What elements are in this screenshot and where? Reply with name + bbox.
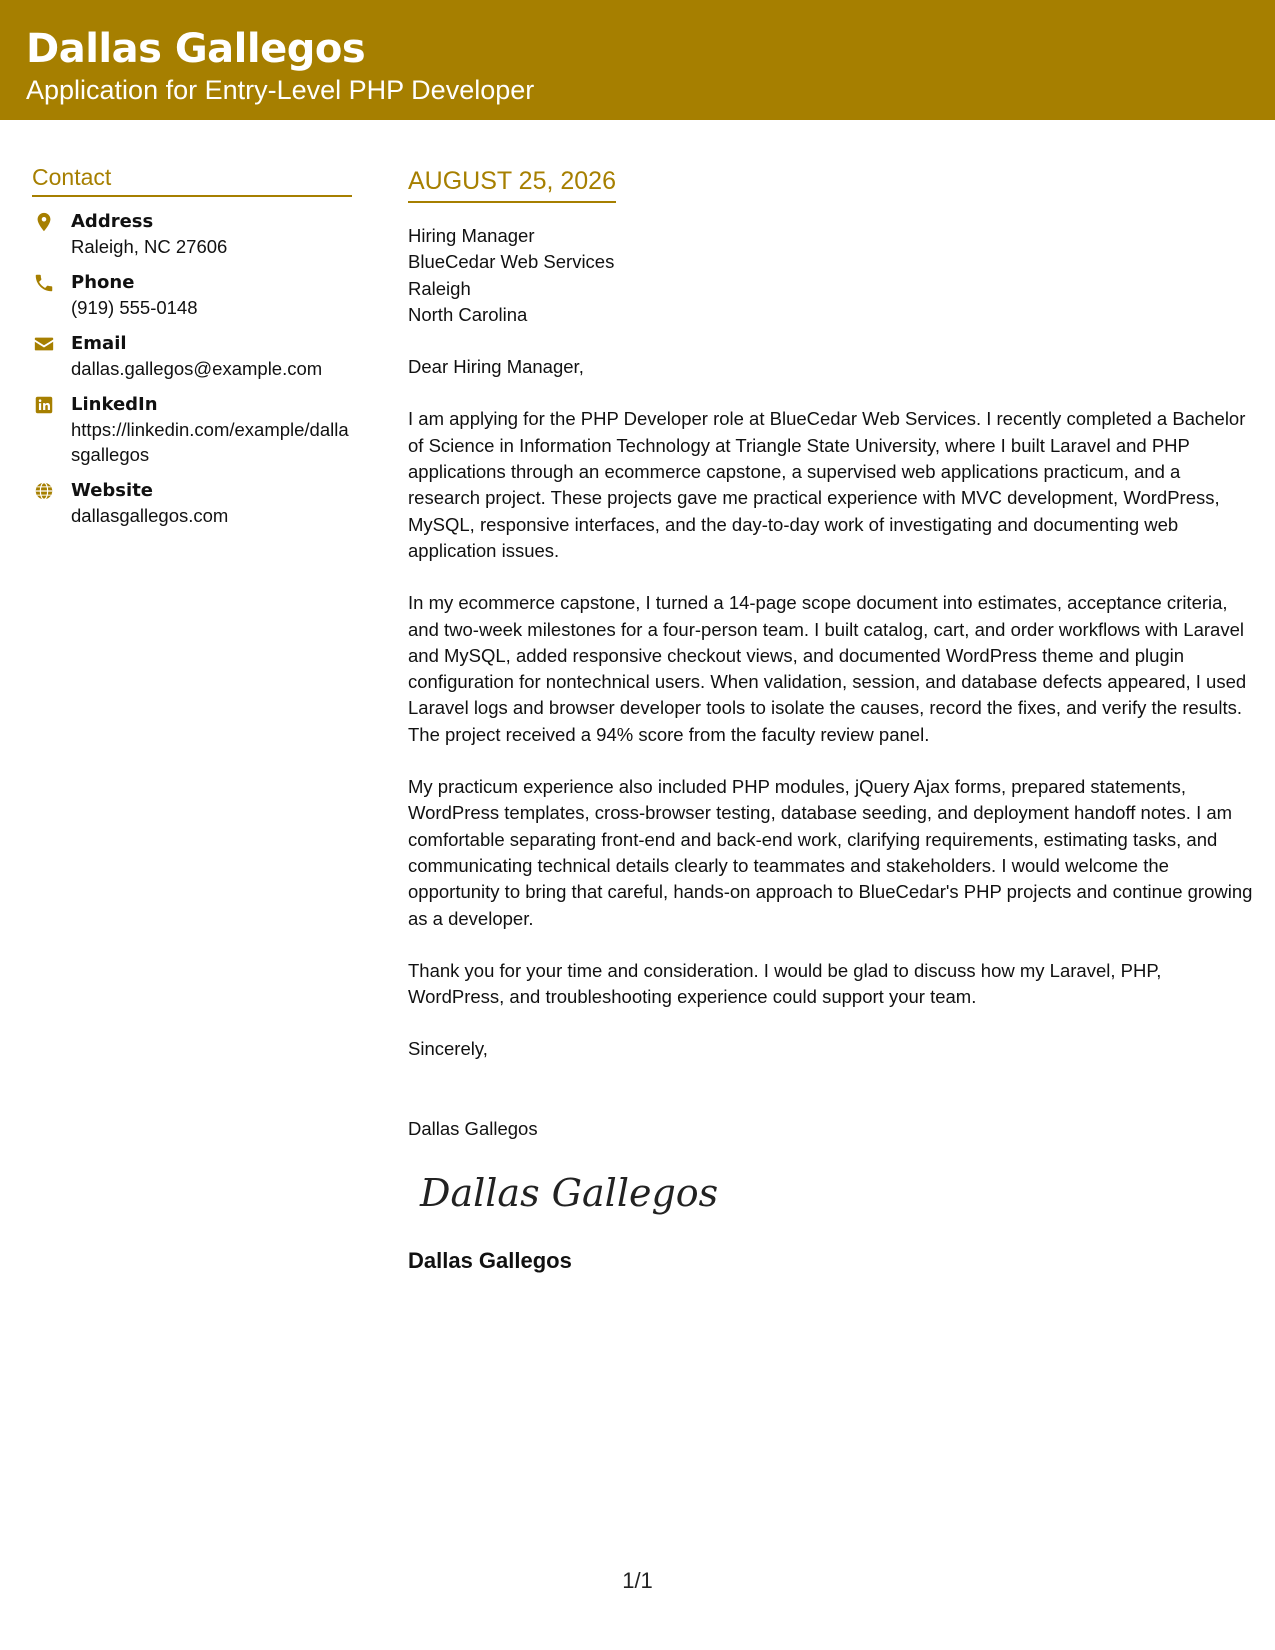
recipient-state: North Carolina bbox=[408, 303, 528, 325]
letter-body bbox=[408, 165, 1253, 1276]
recipient-title: Hiring Manager bbox=[408, 225, 535, 246]
contact-email bbox=[32, 331, 352, 381]
applicant-name: Dallas Gallegos bbox=[26, 26, 366, 72]
globe-icon bbox=[33, 480, 55, 502]
location-pin-icon bbox=[33, 211, 55, 233]
linkedin-icon bbox=[33, 394, 55, 416]
typed-name: Dallas Gallegos bbox=[408, 1117, 538, 1139]
contact-linkedin bbox=[32, 392, 352, 467]
website-value[interactable]: dallasgallegos.com bbox=[71, 505, 229, 526]
linkedin-value[interactable]: https://linkedin.com/example/dallasgallegos bbox=[71, 419, 349, 465]
contact-phone bbox=[32, 270, 352, 320]
address-label: Address bbox=[71, 211, 154, 232]
body-paragraph: Thank you for your time and consideration. I would be glad to discuss how my Laravel, PHP, WordPress, and troubleshooting experience could support your team. bbox=[408, 959, 1162, 1008]
envelope-icon bbox=[33, 333, 55, 355]
signature bbox=[418, 1164, 719, 1224]
phone-icon bbox=[33, 272, 55, 294]
contact-address bbox=[32, 209, 352, 259]
address-value: Raleigh, NC 27606 bbox=[71, 236, 228, 257]
contact-sidebar bbox=[32, 162, 352, 539]
application-subtitle: Application for Entry-Level PHP Developer bbox=[26, 75, 535, 105]
letter-header bbox=[0, 0, 1275, 120]
signatory-name: Dallas Gallegos bbox=[408, 1248, 572, 1274]
recipient-company: BlueCedar Web Services bbox=[408, 251, 615, 273]
phone-label: Phone bbox=[71, 272, 135, 293]
email-label: Email bbox=[71, 333, 127, 354]
body-paragraph: In my ecommerce capstone, I turned a 14-page scope document into estimates, acceptance criteria, and two-week milestones for a four-person team. I built catalog, cart, and order workflows with Laravel and MySQL, added responsive checkout views, and documented WordPress theme and plugin configuration for nontechnical users. When validation, session, and database defects appeared, I used Laravel logs and browser developer tools to isolate the causes, record the fixes, and verify the results. The project received a 94% score from the faculty review panel. bbox=[408, 592, 1247, 745]
website-label: Website bbox=[71, 480, 154, 501]
page-number: 1/1 bbox=[622, 1568, 653, 1593]
email-value[interactable]: dallas.gallegos@example.com bbox=[71, 358, 323, 379]
greeting: Dear Hiring Manager, bbox=[408, 356, 584, 378]
letter-date: AUGUST 25, 2026 bbox=[408, 165, 616, 203]
closing: Sincerely, bbox=[408, 1038, 488, 1060]
phone-value: (919) 555-0148 bbox=[71, 297, 198, 318]
contact-heading: Contact bbox=[32, 162, 352, 197]
recipient-block bbox=[408, 223, 1253, 328]
body-paragraph: I am applying for the PHP Developer role at BlueCedar Web Services. I recently completed a Bachelor of Science in Information Technology at Triangle State University, where I built Laravel and PHP applications through an ecommerce capstone, a supervised web applications practicum, and a research project. These projects gave me practical experience with MVC development, WordPress, MySQL, responsive interfaces, and the day-to-day work of investigating and documenting web application issues. bbox=[408, 408, 1246, 561]
contact-website bbox=[32, 478, 352, 528]
signature-text: Dallas Gallegos bbox=[420, 1171, 719, 1216]
body-paragraph: My practicum experience also included PHP modules, jQuery Ajax forms, prepared statements, WordPress templates, cross-browser testing, database seeding, and deployment handoff notes. I am comfortable separating front-end and back-end work, clarifying requirements, estimating tasks, and communicating technical details clearly to teammates and stakeholders. I would welcome the opportunity to bring that careful, hands-on approach to BlueCedar's PHP projects and continue growing as a developer. bbox=[408, 776, 1253, 929]
recipient-city: Raleigh bbox=[408, 277, 471, 299]
linkedin-label: LinkedIn bbox=[71, 394, 158, 415]
